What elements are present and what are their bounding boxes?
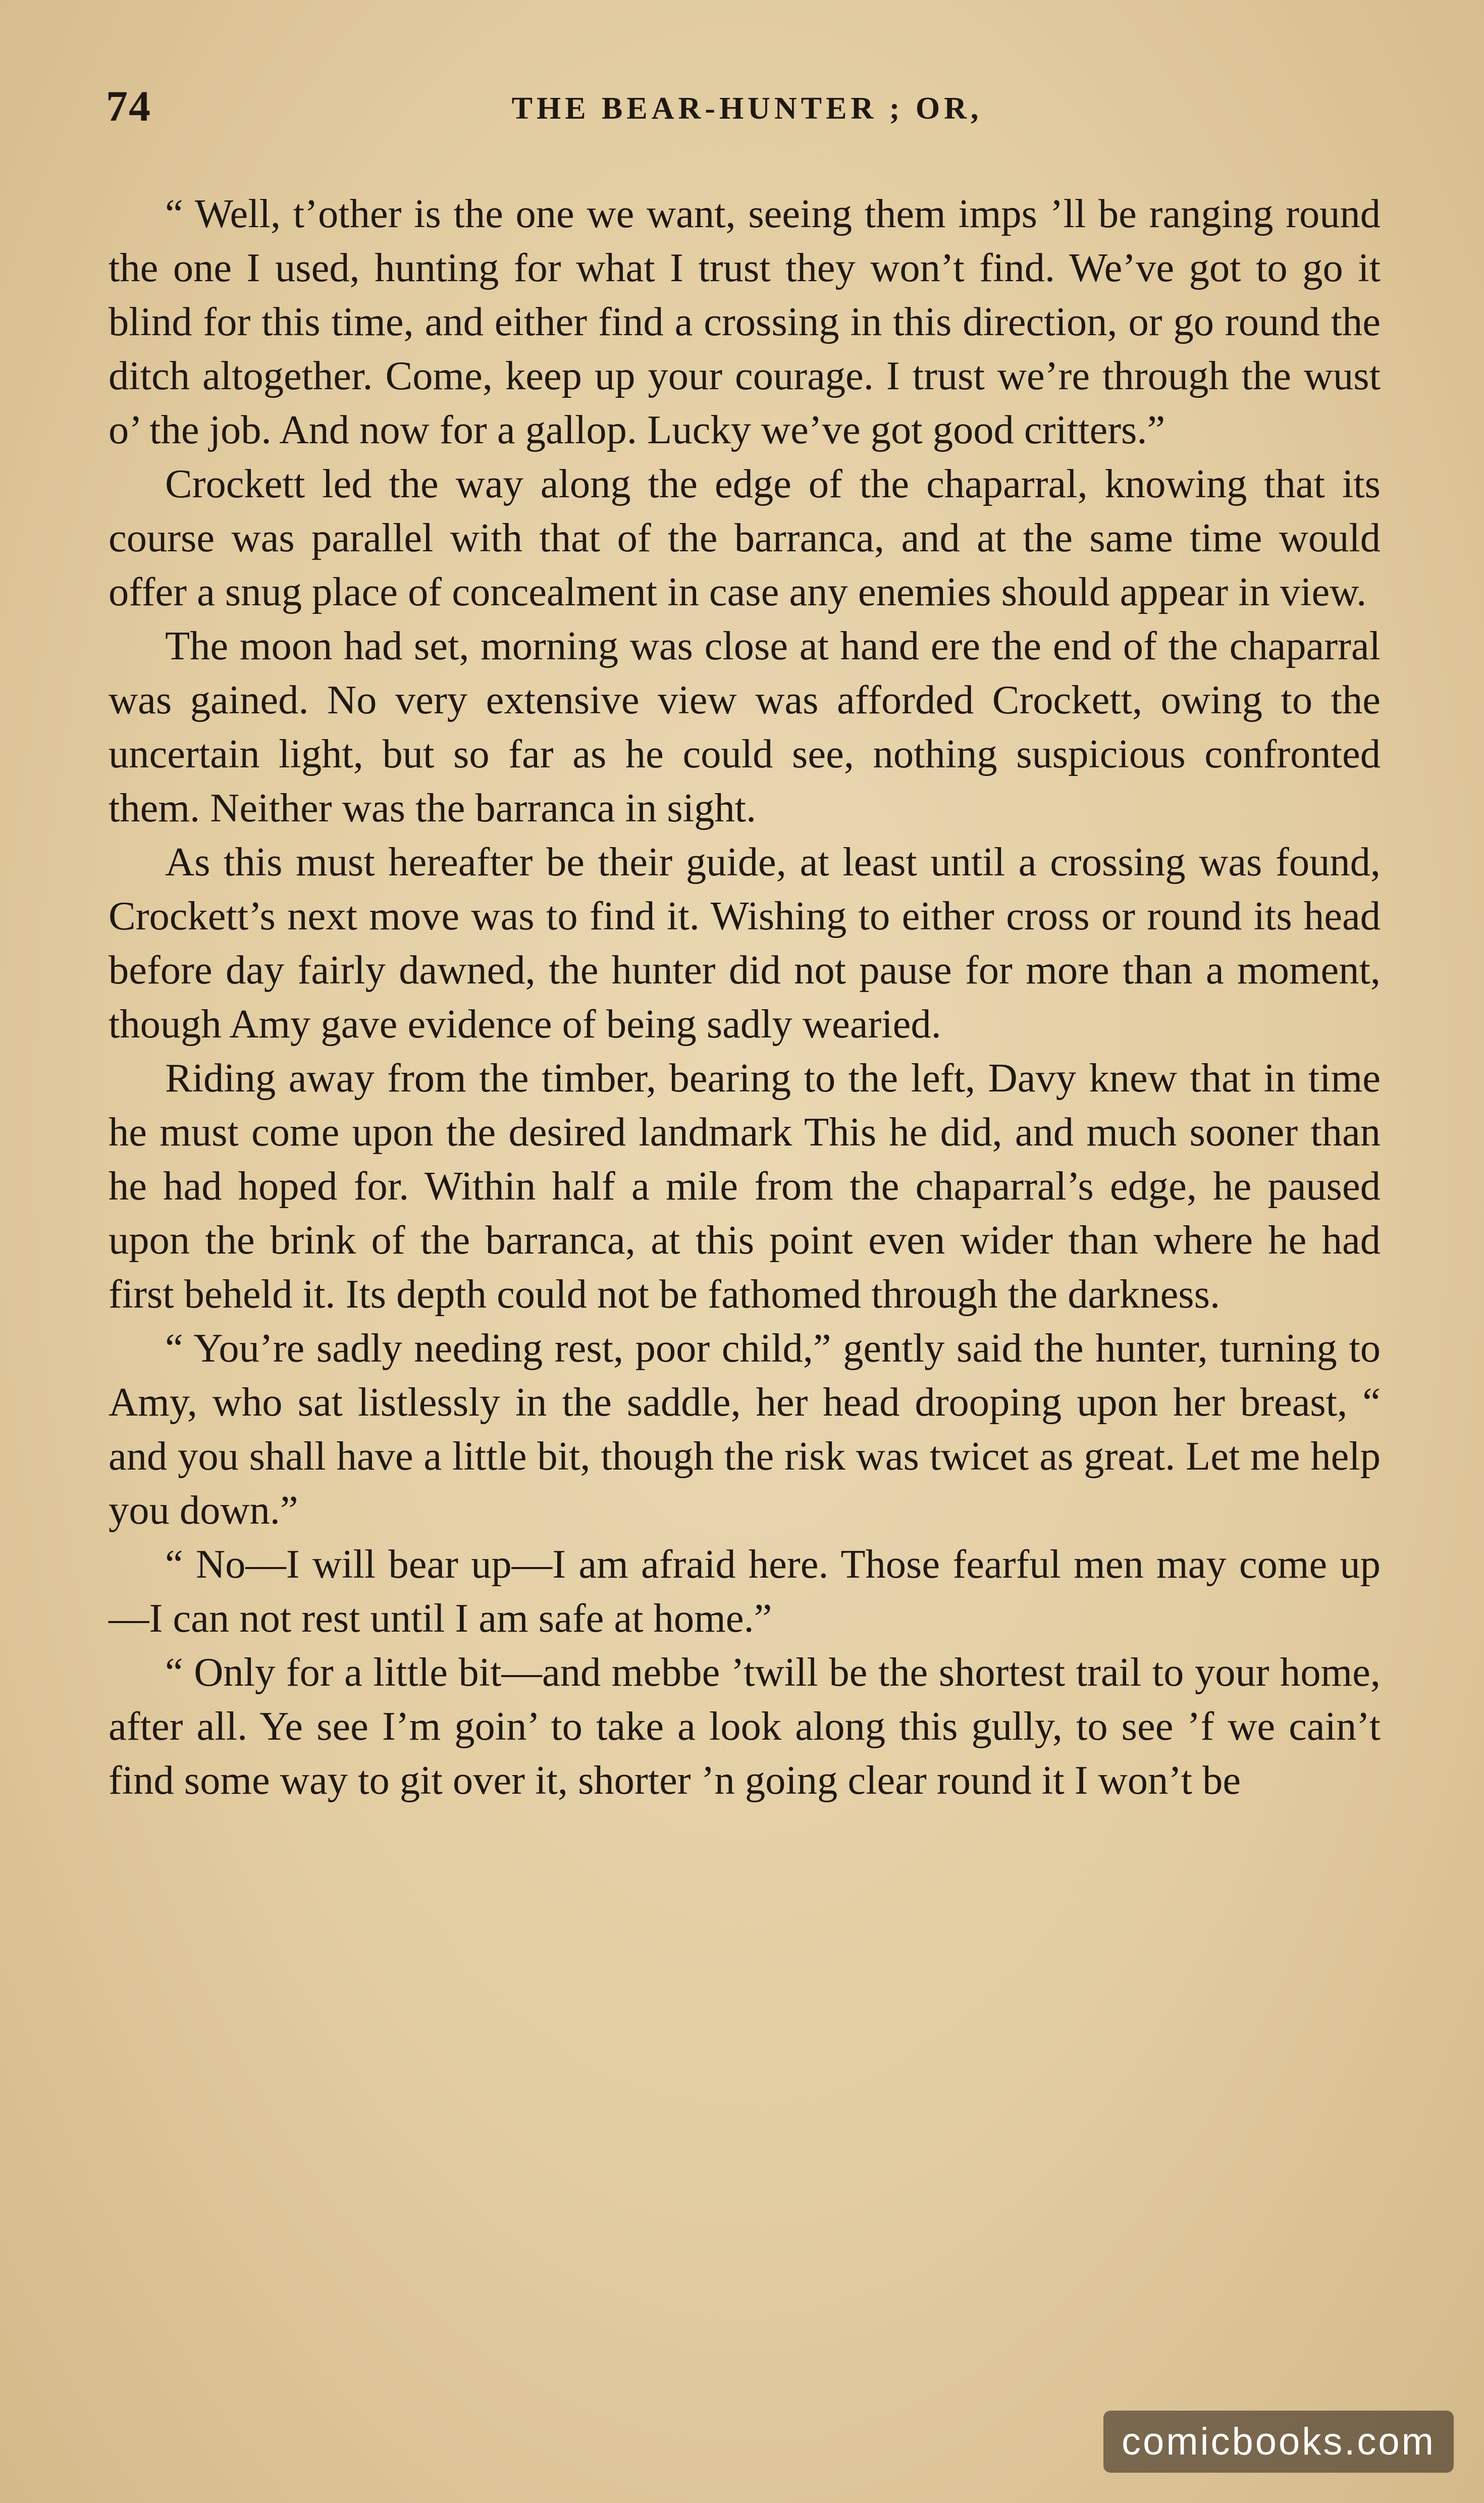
paragraph: As this must hereafter be their guide, at least until a crossing was found, Crockett’s next move was to find it. Wishing to either cross or round its head before day fairly dawned, the hunter did not pause for more than a moment, though Amy gave evidence of being sadly wearied. — [109, 840, 1381, 1047]
page-header — [106, 81, 1388, 141]
paragraph: The moon had set, morning was close at hand ere the end of the chaparral was gained. No very extensive view was afforded Crockett, owing to the uncertain light, but so far as he could see, nothing suspicious confronted them. Neither was the barranca in sight. — [109, 623, 1381, 830]
paragraph: “ You’re sadly needing rest, poor child,” gently said the hunter, turning to Amy, who sat listlessly in the saddle, her head drooping upon her breast, “ and you shall have a little bit, though the risk was twicet as great. Let me help you down.” — [109, 1326, 1381, 1533]
paragraph: “ Well, t’other is the one we want, seeing them imps ’ll be ranging round the one I used, hunting for what I trust they won’t find. We’ve got to go it blind for this time, and either find a crossing in this direction, or go round the ditch altogether. Come, keep up your courage. I trust we’re through the wust o’ the job. And now for a gallop. Lucky we’ve got good critters.” — [109, 191, 1381, 452]
body-text — [109, 187, 1381, 1807]
page-number: 74 — [106, 82, 151, 130]
watermark: comicbooks.com — [1103, 2411, 1454, 2473]
paragraph: Crockett led the way along the edge of the chaparral, knowing that its course was parallel with that of the barranca, and at the same time would offer a snug place of concealment in case any enemies should appear in view. — [109, 461, 1381, 614]
paragraph: “ Only for a little bit—and mebbe ’twill be the shortest trail to your home, after all. Ye see I’m goin’ to take a look along this gully, to see ’f we cain’t find some way to git over it, shorter ’n going clear round it I won’t be — [109, 1650, 1381, 1803]
paragraph: Riding away from the timber, bearing to the left, Davy knew that in time he must come upon the desired landmark This he did, and much sooner than he had hoped for. Within half a mile from the chaparral’s edge, he paused upon the brink of the barranca, at this point even wider than where he had first beheld it. Its depth could not be fathomed through the darkness. — [109, 1056, 1381, 1317]
paragraph: “ No—I will bear up—I am afraid here. Those fearful men may come up—I can not rest until I am safe at home.” — [109, 1542, 1381, 1641]
running-head: THE BEAR-HUNTER ; OR, — [511, 91, 983, 126]
